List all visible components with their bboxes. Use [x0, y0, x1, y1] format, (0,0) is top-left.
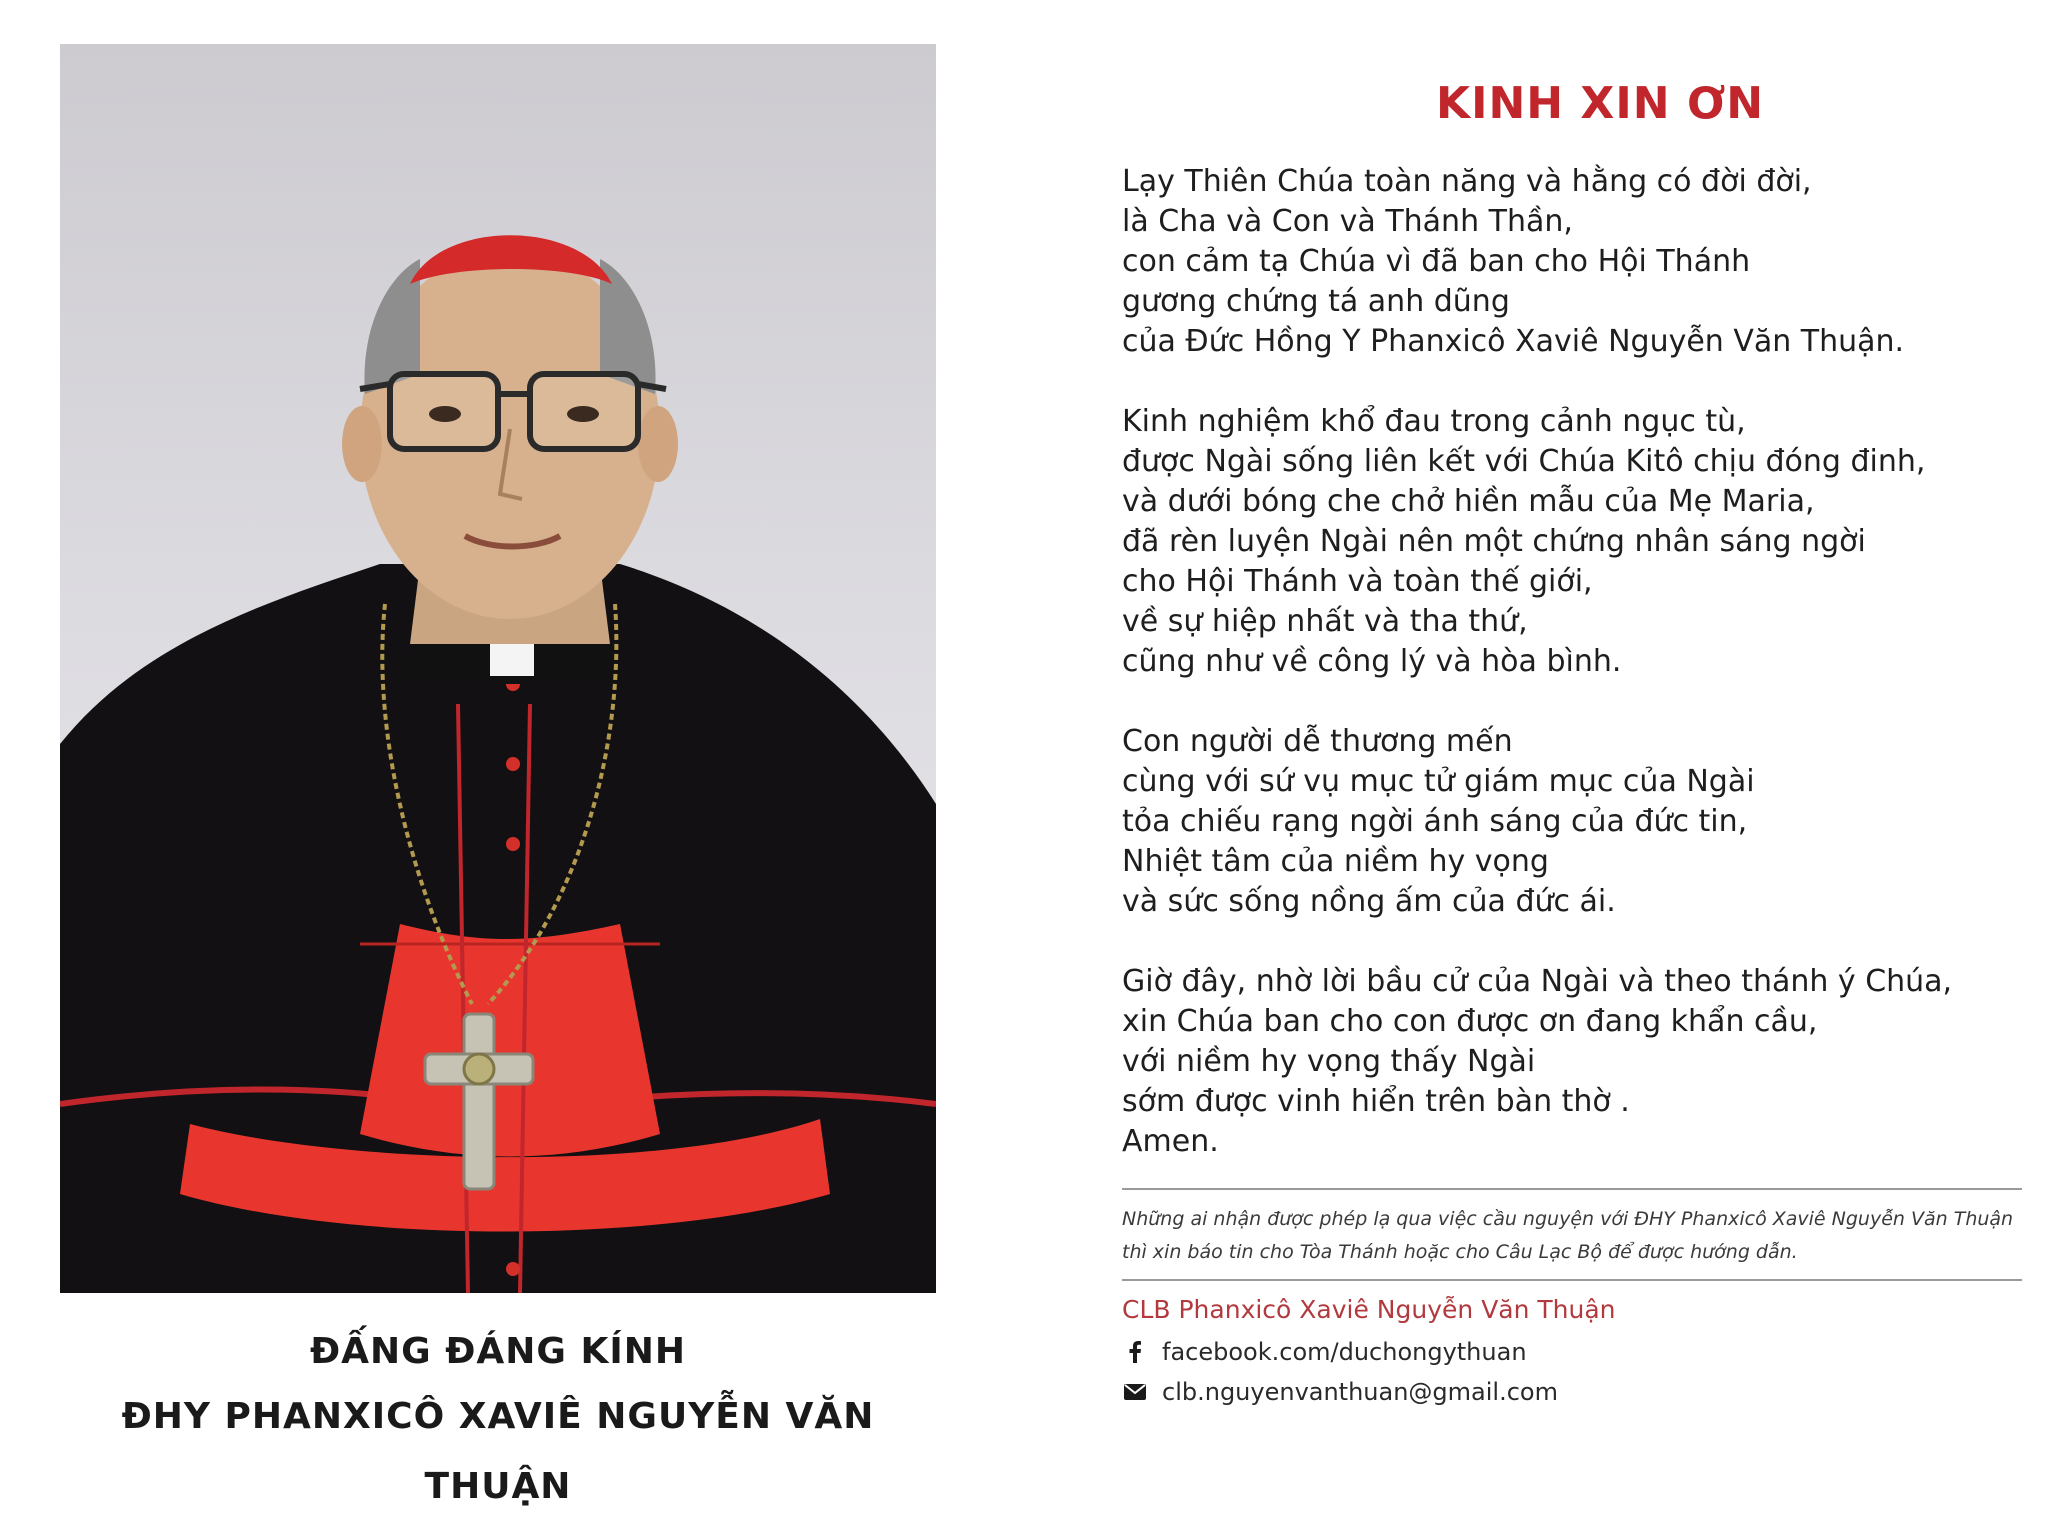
facebook-icon	[1122, 1339, 1148, 1365]
prayer-line: gương chứng tá anh dũng	[1122, 284, 1510, 319]
facebook-contact[interactable]	[1122, 1338, 1527, 1366]
prayer-line: con cảm tạ Chúa vì đã ban cho Hội Thánh	[1122, 244, 1751, 279]
note-line: Những ai nhận được phép lạ qua việc cầu nguyện với ĐHY Phanxicô Xaviê Nguyễn Văn Thuận	[1122, 1208, 2014, 1230]
prayer-stanza-2	[1122, 402, 2022, 682]
prayer-line: Nhiệt tâm của niềm hy vọng	[1122, 844, 1549, 879]
prayer-line: Con người dễ thương mến	[1122, 724, 1513, 759]
prayer-line: Amen.	[1122, 1124, 1219, 1159]
email-link[interactable]: clb.nguyenvanthuan@gmail.com	[1162, 1378, 1558, 1406]
prayer-line: với niềm hy vọng thấy Ngài	[1122, 1044, 1536, 1079]
prayer-line: về sự hiệp nhất và tha thứ,	[1122, 604, 1528, 639]
prayer-title: KINH XIN ƠN	[1436, 78, 1765, 129]
prayer-line: Kinh nghiệm khổ đau trong cảnh ngục tù,	[1122, 404, 1746, 439]
note-line: thì xin báo tin cho Tòa Thánh hoặc cho Câu Lạc Bộ để được hướng dẫn.	[1122, 1241, 1798, 1263]
prayer-line: là Cha và Con và Thánh Thần,	[1122, 204, 1573, 239]
prayer-stanza-1	[1122, 162, 2022, 362]
email-contact[interactable]	[1122, 1378, 1558, 1406]
prayer-line: Lạy Thiên Chúa toàn năng và hằng có đời đời,	[1122, 164, 1812, 199]
cardinal-portrait	[60, 44, 936, 1293]
prayer-line: cùng với sứ vụ mục tử giám mục của Ngài	[1122, 764, 1755, 799]
prayer-line: cho Hội Thánh và toàn thế giới,	[1122, 564, 1593, 599]
prayer-line: đã rèn luyện Ngài nên một chứng nhân sáng ngời	[1122, 524, 1866, 559]
divider-bottom	[1122, 1279, 2022, 1281]
prayer-stanza-4	[1122, 962, 2022, 1162]
facebook-link[interactable]: facebook.com/duchongythuan	[1162, 1338, 1527, 1366]
prayer-line: của Đức Hồng Y Phanxicô Xaviê Nguyễn Văn Thuận.	[1122, 324, 1905, 359]
divider-top	[1122, 1188, 2022, 1190]
prayer-line: và sức sống nồng ấm của đức ái.	[1122, 884, 1616, 919]
prayer-line: sớm được vinh hiển trên bàn thờ .	[1122, 1084, 1630, 1119]
miracle-note	[1122, 1203, 2022, 1269]
caption-name: ĐHY PHANXICÔ XAVIÊ NGUYỄN VĂN THUẬN	[121, 1396, 875, 1507]
prayer-line: Giờ đây, nhờ lời bầu cử của Ngài và theo thánh ý Chúa,	[1122, 964, 1953, 999]
prayer-line: và dưới bóng che chở hiền mẫu của Mẹ Maria,	[1122, 484, 1815, 519]
portrait-caption	[60, 1322, 936, 1522]
prayer-stanza-3	[1122, 722, 2022, 922]
email-icon	[1122, 1379, 1148, 1405]
prayer-line: tỏa chiếu rạng ngời ánh sáng của đức tin,	[1122, 804, 1748, 839]
prayer-line: xin Chúa ban cho con được ơn đang khẩn cầu,	[1122, 1004, 1818, 1039]
prayer-body	[1122, 162, 2022, 1202]
caption-honorific: ĐẤNG ĐÁNG KÍNH	[309, 1331, 687, 1372]
club-name: CLB Phanxicô Xaviê Nguyễn Văn Thuận	[1122, 1295, 1616, 1324]
prayer-line: cũng như về công lý và hòa bình.	[1122, 644, 1622, 679]
prayer-line: được Ngài sống liên kết với Chúa Kitô chịu đóng đinh,	[1122, 444, 1926, 479]
